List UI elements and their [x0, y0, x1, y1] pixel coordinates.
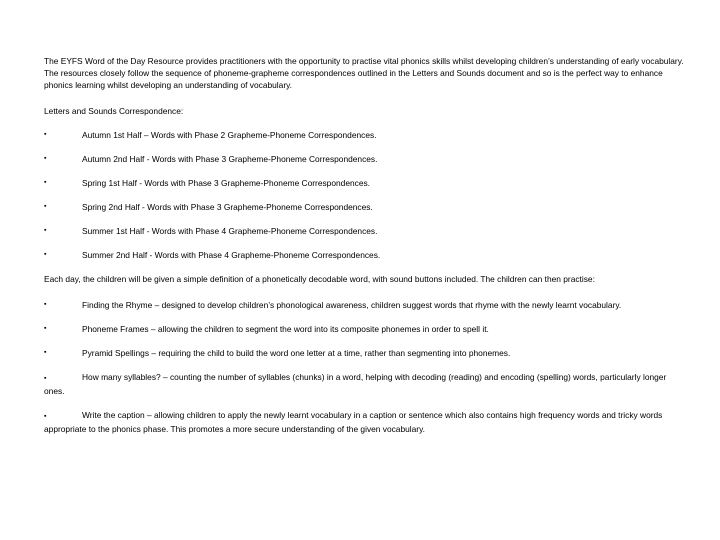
bullet-icon: ▪: [44, 131, 47, 138]
term-item-autumn-1: [44, 129, 684, 141]
activity-item-phoneme-frames: [44, 323, 684, 335]
bullet-icon: ▪: [44, 203, 47, 210]
activity-item-pyramid-spellings: [44, 347, 684, 359]
term-item-autumn-2: [44, 153, 684, 165]
bullet-icon: ▪: [44, 325, 47, 332]
practise-intro-paragraph: Each day, the children will be given a simple definition of a phonetically decodable word, with sound buttons included. The children can then practise:: [44, 274, 595, 284]
terms-list: [44, 129, 684, 261]
term-item-spring-1: [44, 177, 684, 189]
intro-paragraph: The EYFS Word of the Day Resource provides practitioners with the opportunity to practise vital phonics skills whilst developing children’s understanding of early vocabulary. The resources closely follow the sequence of phoneme-grapheme correspondences outlined in the Letters and Sounds document and so is the perfect way to enhance phonics learning whilst developing an understanding of vocabulary.: [44, 56, 684, 90]
bullet-icon: ▪: [44, 349, 47, 356]
activity-item-write-caption: [44, 409, 684, 435]
activity-item-syllables: [44, 371, 684, 397]
activity-text: Finding the Rhyme – designed to develop children’s phonological awareness, children suggest words that rhyme with the newly learnt vocabulary.: [82, 300, 622, 310]
bullet-icon: ▪: [44, 251, 47, 258]
activities-list: [44, 299, 684, 435]
term-text: Summer 2nd Half - Words with Phase 4 Grapheme-Phoneme Correspondences.: [82, 250, 381, 260]
correspondence-heading: Letters and Sounds Correspondence:: [44, 106, 184, 116]
bullet-icon: ▪: [44, 155, 47, 162]
activity-text: How many syllables? – counting the number of syllables (chunks) in a word, helping with decoding (reading) and encoding (spelling) words, particularly longer ones.: [44, 372, 667, 396]
term-text: Spring 1st Half - Words with Phase 3 Grapheme-Phoneme Correspondences.: [82, 178, 370, 188]
bullet-icon: ▪: [44, 227, 47, 234]
term-text: Autumn 2nd Half - Words with Phase 3 Grapheme-Phoneme Correspondences.: [82, 154, 378, 164]
term-item-spring-2: [44, 201, 684, 213]
bullet-icon: ▪: [44, 375, 47, 382]
document-page: [44, 55, 684, 447]
term-text: Summer 1st Half - Words with Phase 4 Grapheme-Phoneme Correspondences.: [82, 226, 378, 236]
bullet-icon: ▪: [44, 301, 47, 308]
activity-text: Pyramid Spellings – requiring the child to build the word one letter at a time, rather than segmenting into phonemes.: [82, 348, 511, 358]
bullet-icon: ▪: [44, 179, 47, 186]
bullet-icon: ▪: [44, 413, 47, 420]
term-item-summer-1: [44, 225, 684, 237]
activity-item-finding-rhyme: [44, 299, 684, 311]
activity-text: Write the caption – allowing children to apply the newly learnt vocabulary in a caption or sentence which also contains high frequency words and tricky words appropriate to the phonics phase. This promotes a more secure understanding of the given vocabulary.: [44, 410, 663, 434]
activity-text: Phoneme Frames – allowing the children to segment the word into its composite phonemes in order to spell it.: [82, 324, 489, 334]
term-item-summer-2: [44, 249, 684, 261]
term-text: Spring 2nd Half - Words with Phase 3 Grapheme-Phoneme Correspondences.: [82, 202, 373, 212]
term-text: Autumn 1st Half – Words with Phase 2 Grapheme-Phoneme Correspondences.: [82, 130, 377, 140]
